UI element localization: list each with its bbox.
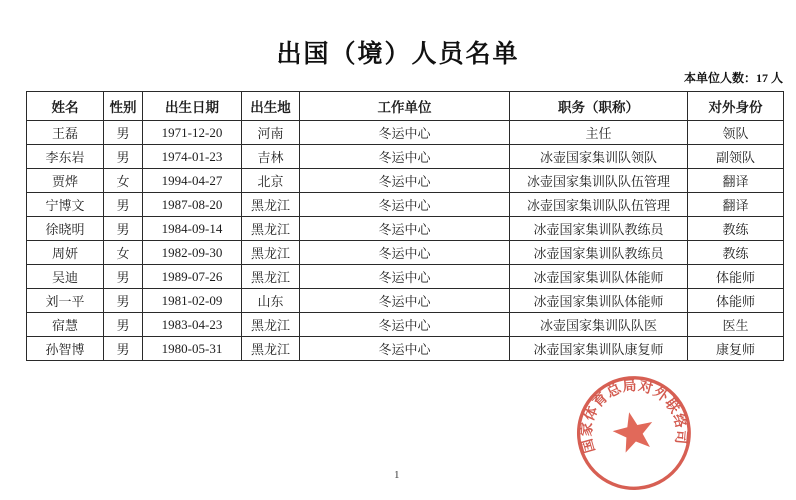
table-cell: 冰壶国家集训队体能师 [510,289,688,313]
column-header-name: 姓名 [27,92,104,121]
unit-count-label: 本单位人数：17 人 [683,71,783,85]
table-cell: 冬运中心 [300,169,510,193]
table-cell: 体能师 [688,289,784,313]
table-cell: 冰壶国家集训队队伍管理 [510,193,688,217]
table-cell: 宿慧 [27,313,104,337]
table-cell: 冬运中心 [300,193,510,217]
table-cell: 冬运中心 [300,265,510,289]
table-cell: 吴迪 [27,265,104,289]
table-cell: 黑龙江 [242,241,300,265]
table-cell: 贾烨 [27,169,104,193]
seal-star-icon [609,408,657,455]
table-row [27,265,784,289]
table-cell: 男 [104,337,143,361]
page-number: 1 [394,469,400,481]
table-cell: 冬运中心 [300,145,510,169]
seal-text: 国家体育总局对外联络司 [578,377,689,455]
table-cell: 周妍 [27,241,104,265]
table-cell: 1980-05-31 [143,337,242,361]
table-cell: 1994-04-27 [143,169,242,193]
table-cell: 冬运中心 [300,241,510,265]
table-cell: 冬运中心 [300,337,510,361]
table-cell: 北京 [242,169,300,193]
table-cell: 徐晓明 [27,217,104,241]
table-cell: 男 [104,217,143,241]
table-cell: 黑龙江 [242,193,300,217]
table-cell: 1982-09-30 [143,241,242,265]
table-cell: 刘一平 [27,289,104,313]
table-cell: 男 [104,145,143,169]
table-cell: 黑龙江 [242,337,300,361]
table-cell: 黑龙江 [242,217,300,241]
table-row [27,121,784,145]
table-row [27,193,784,217]
table-cell: 河南 [242,121,300,145]
table-row [27,169,784,193]
table-cell: 女 [104,169,143,193]
table-cell: 冰壶国家集训队康复师 [510,337,688,361]
table-row [27,337,784,361]
table-cell: 医生 [688,313,784,337]
table-cell: 主任 [510,121,688,145]
table-cell: 男 [104,121,143,145]
table-cell: 副领队 [688,145,784,169]
table-cell: 冬运中心 [300,217,510,241]
table-cell: 1983-04-23 [143,313,242,337]
table-cell: 男 [104,313,143,337]
column-header-workunit: 工作单位 [300,92,510,121]
table-cell: 吉林 [242,145,300,169]
table-cell: 男 [104,289,143,313]
table-cell: 1981-02-09 [143,289,242,313]
table-cell: 冰壶国家集训队教练员 [510,241,688,265]
column-header-gender: 性别 [104,92,143,121]
table-cell: 孙智博 [27,337,104,361]
table-cell: 黑龙江 [242,313,300,337]
table-cell: 教练 [688,217,784,241]
table-cell: 翻译 [688,193,784,217]
table-cell: 冬运中心 [300,313,510,337]
personnel-table [26,91,784,361]
table-cell: 冰壶国家集训队队医 [510,313,688,337]
column-header-external-role: 对外身份 [688,92,784,121]
official-seal-stamp [564,366,704,500]
table-cell: 冬运中心 [300,289,510,313]
table-cell: 男 [104,193,143,217]
table-cell: 黑龙江 [242,265,300,289]
table-row [27,289,784,313]
table-cell: 体能师 [688,265,784,289]
table-header-row [27,92,784,121]
table-row [27,241,784,265]
page-title: 出国（境）人员名单 [276,41,520,68]
table-row [27,217,784,241]
table-row [27,313,784,337]
column-header-position: 职务（职称） [510,92,688,121]
table-cell: 冰壶国家集训队领队 [510,145,688,169]
table-cell: 冰壶国家集训队队伍管理 [510,169,688,193]
table-body [27,121,784,361]
table-cell: 1974-01-23 [143,145,242,169]
table-cell: 1971-12-20 [143,121,242,145]
table-cell: 1987-08-20 [143,193,242,217]
table-cell: 教练 [688,241,784,265]
column-header-birthdate: 出生日期 [143,92,242,121]
table-cell: 王磊 [27,121,104,145]
table-cell: 宁博文 [27,193,104,217]
column-header-birthplace: 出生地 [242,92,300,121]
table-cell: 山东 [242,289,300,313]
table-cell: 冰壶国家集训队教练员 [510,217,688,241]
table-cell: 冰壶国家集训队体能师 [510,265,688,289]
table-cell: 李东岩 [27,145,104,169]
table-cell: 冬运中心 [300,121,510,145]
table-row [27,145,784,169]
table-cell: 1989-07-26 [143,265,242,289]
table-cell: 1984-09-14 [143,217,242,241]
table-cell: 康复师 [688,337,784,361]
table-cell: 领队 [688,121,784,145]
table-cell: 女 [104,241,143,265]
table-cell: 翻译 [688,169,784,193]
table-cell: 男 [104,265,143,289]
